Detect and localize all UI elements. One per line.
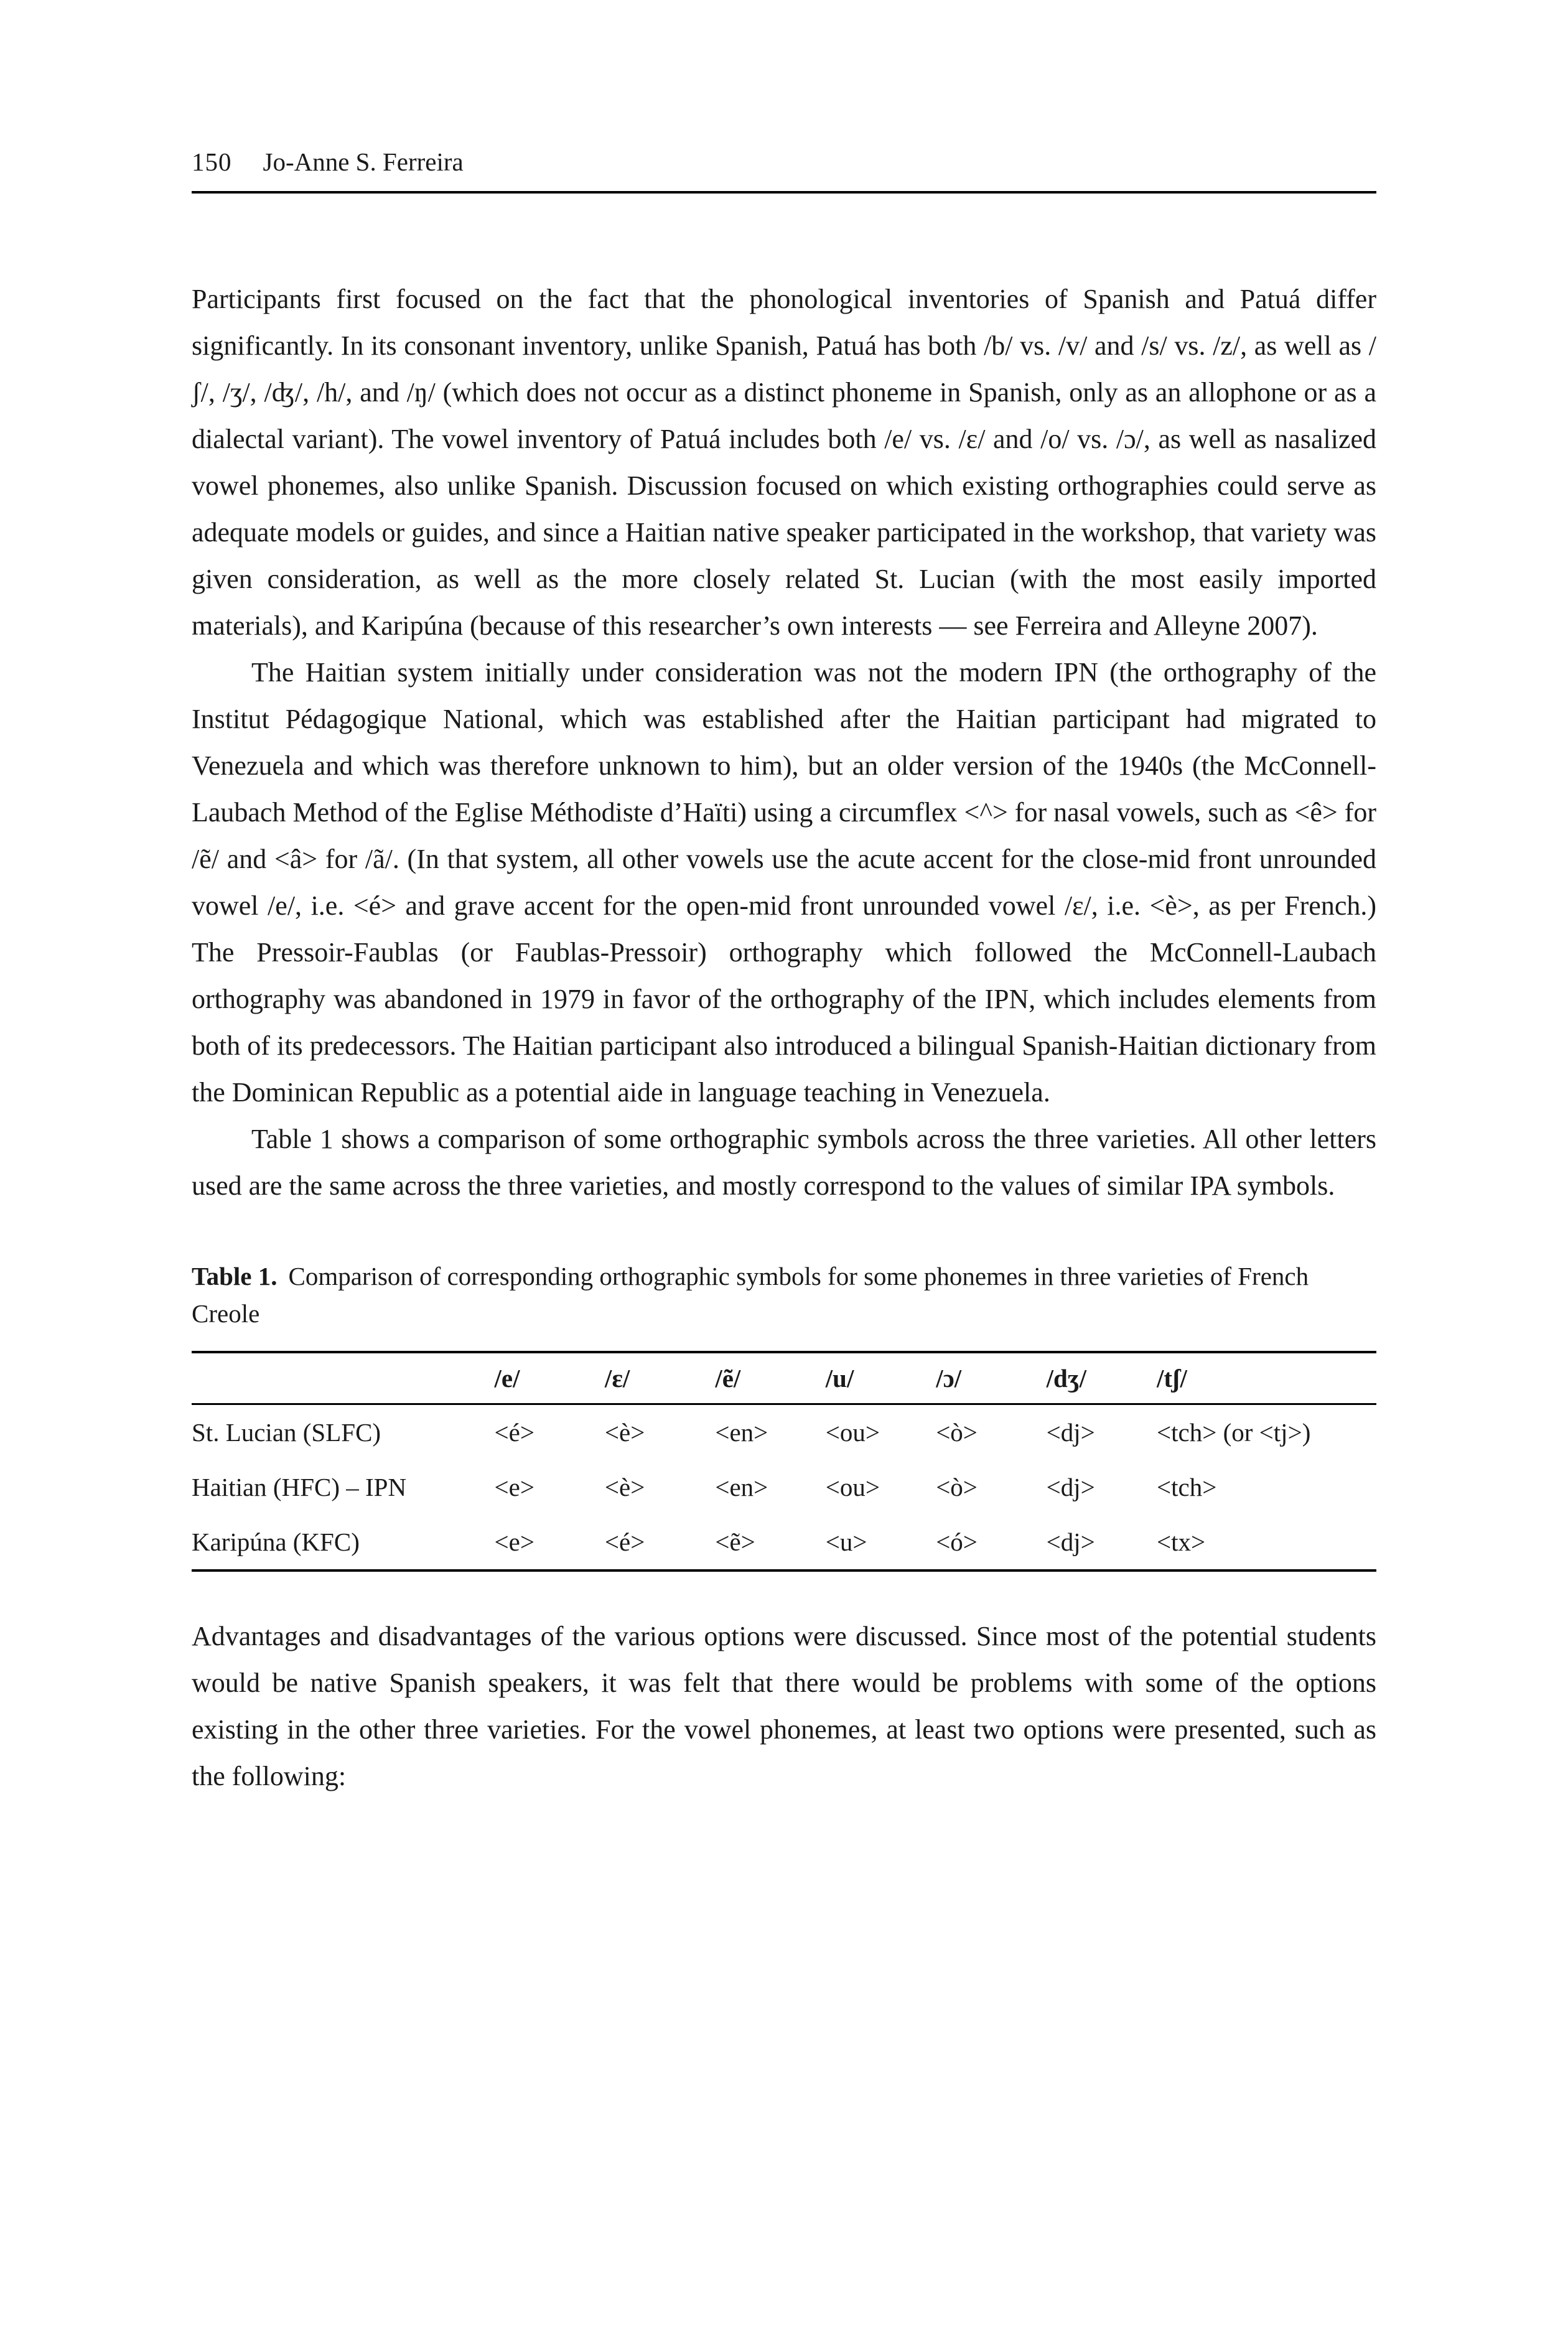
table-cell: <é>: [604, 1528, 645, 1557]
table-cell: <dj>: [1046, 1528, 1095, 1557]
orthography-comparison-table: [192, 1351, 1376, 1572]
running-head-author: Jo-Anne S. Ferreira: [263, 147, 464, 176]
table-caption-text: Comparison of corresponding orthographic symbols for some phonemes in three varieties of French Creole: [192, 1262, 1309, 1328]
paragraph-3: Table 1 shows a comparison of some orthographic symbols across the three varieties. All other letters used are the same across the three varieties, and mostly correspond to the values of similar IPA symbols.: [192, 1124, 1376, 1202]
table-cell: <tx>: [1157, 1528, 1206, 1557]
table-cell: <en>: [715, 1418, 768, 1447]
paragraph-2: The Haitian system initially under consideration was not the modern IPN (the orthography of the Institut Pédagogique National, which was established after the Haitian participant had migrated to Venezuela and which was therefore unknown to him), but an older version of the 1940s (the McConnell-Laubach Method of the Eglise Méthodiste d’Haïti) using a circumflex <^> for nasal vowels, such as <ê> for /ẽ/ and <â> for /ã/. (In that system, all other vowels use the acute accent for the close-mid front unrounded vowel /e/, i.e. <é> and grave accent for the open-mid front unrounded vowel /ɛ/, i.e. <è>, as per French.) The Pressoir-Faublas (or Faublas-Pressoir) orthography which followed the McConnell-Laubach orthography was abandoned in 1979 in favor of the orthography of the IPN, which includes elements from both of its predecessors. The Haitian participant also introduced a bilingual Spanish-Haitian dictionary from the Dominican Republic as a potential aide in language teaching in Venezuela.: [192, 657, 1376, 1108]
table-cell: <ò>: [936, 1418, 978, 1447]
table-cell: <e>: [494, 1473, 534, 1502]
table-header-empty: [192, 1352, 495, 1404]
table-header-phoneme: /ɛ/: [605, 1352, 715, 1404]
table-row: [192, 1514, 1376, 1570]
table-header-phoneme: /tʃ/: [1157, 1352, 1376, 1404]
table-cell: <è>: [604, 1473, 645, 1502]
table-row: [192, 1404, 1376, 1460]
table-cell: <dj>: [1046, 1418, 1095, 1447]
table-cell: <tch> (or <tj>): [1157, 1418, 1311, 1447]
table-cell: <en>: [715, 1473, 768, 1502]
table-cell: <ẽ>: [715, 1528, 755, 1557]
table-cell: <u>: [825, 1528, 867, 1557]
paragraph-4: Advantages and disadvantages of the various options were discussed. Since most of the potential students would be native Spanish speakers, it was felt that there would be problems with some of the options existing in the other three varieties. For the vowel phonemes, at least two options were presented, such as the following:: [192, 1621, 1376, 1792]
row-label: Haitian (HFC) – IPN: [192, 1473, 407, 1502]
table-header-phoneme: /u/: [826, 1352, 936, 1404]
table-cell: <ou>: [825, 1473, 880, 1502]
table-header-row: [192, 1352, 1376, 1404]
table-header-phoneme: /ẽ/: [715, 1352, 825, 1404]
table-cell: <ou>: [825, 1418, 880, 1447]
table-cell: <ò>: [936, 1473, 978, 1502]
table-caption: [192, 1258, 1376, 1332]
row-label: St. Lucian (SLFC): [192, 1418, 381, 1447]
running-header: [192, 147, 1376, 177]
table-header-phoneme: /ɔ/: [936, 1352, 1046, 1404]
table-cell: <dj>: [1046, 1473, 1095, 1502]
header-rule: [192, 191, 1376, 194]
table-caption-label: Table 1.: [192, 1262, 278, 1291]
table-header-phoneme: /dʒ/: [1047, 1352, 1157, 1404]
table-header-phoneme: /e/: [495, 1352, 605, 1404]
table-cell: <è>: [604, 1418, 645, 1447]
body-text: [192, 276, 1376, 1799]
table-cell: <tch>: [1157, 1473, 1217, 1502]
table-1-block: [192, 1258, 1376, 1572]
table-cell: <e>: [494, 1528, 534, 1557]
page-number: 150: [192, 147, 232, 176]
table-cell: <é>: [494, 1418, 534, 1447]
paragraph-1: Participants first focused on the fact that the phonological inventories of Spanish and Patuá differ significantly. In its consonant inventory, unlike Spanish, Patuá has both /b/ vs. /v/ and /s/ vs. /z/, as well as /ʃ/, /ʒ/, /ʤ/, /h/, and /ŋ/ (which does not occur as a distinct phoneme in Spanish, only as an allophone or as a dialectal variant). The vowel inventory of Patuá includes both /e/ vs. /ɛ/ and /o/ vs. /ɔ/, as well as nasalized vowel phonemes, also unlike Spanish. Discussion focused on which existing orthographies could serve as adequate models or guides, and since a Haitian native speaker participated in the workshop, that variety was given consideration, as well as the more closely related St. Lucian (with the most easily imported materials), and Karipúna (because of this researcher’s own interests — see Ferreira and Alleyne 2007).: [192, 284, 1376, 642]
table-cell: <ó>: [936, 1528, 978, 1557]
table-row: [192, 1460, 1376, 1514]
row-label: Karipúna (KFC): [192, 1528, 360, 1557]
